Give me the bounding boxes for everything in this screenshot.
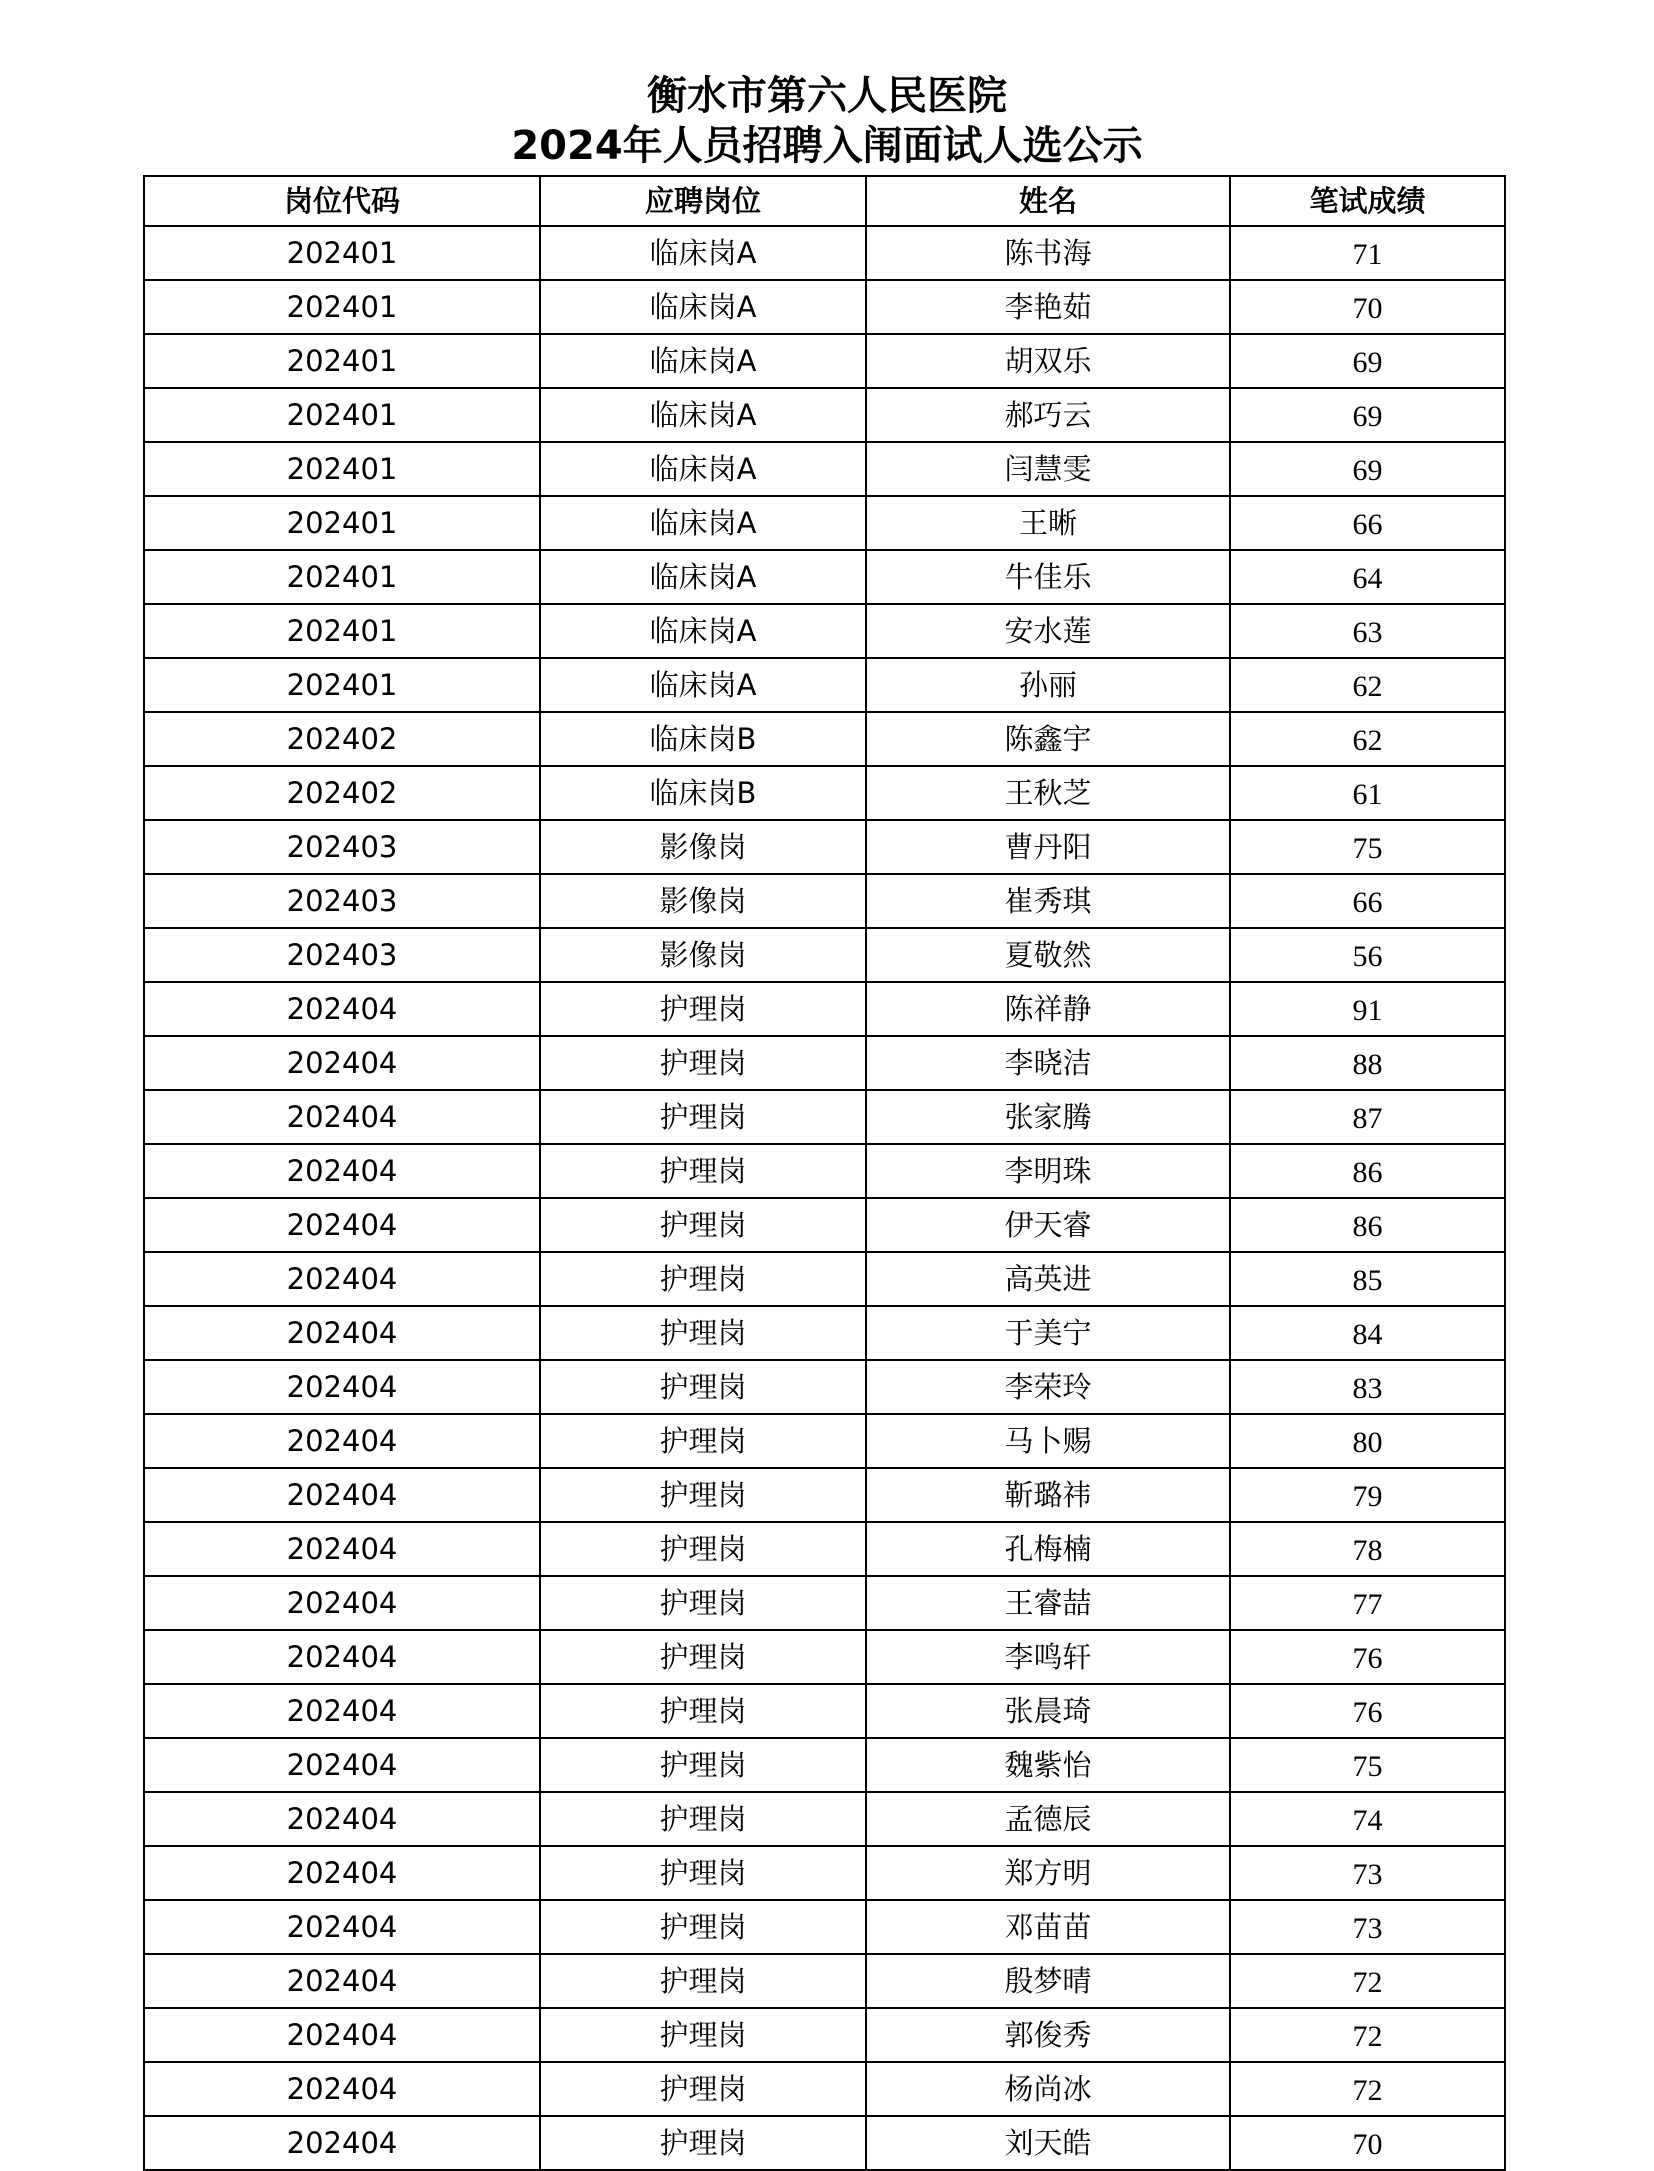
cell-position-code: 202402 — [144, 766, 540, 820]
table-row — [144, 1954, 1505, 2008]
table-row — [144, 226, 1505, 280]
cell-score: 63 — [1230, 604, 1505, 658]
cell-position-code: 202401 — [144, 496, 540, 550]
table-row — [144, 2062, 1505, 2116]
cell-position: 护理岗 — [540, 1360, 866, 1414]
cell-name: 安水莲 — [866, 604, 1230, 658]
cell-position: 护理岗 — [540, 1414, 866, 1468]
cell-position-code: 202404 — [144, 1036, 540, 1090]
document-title: 衡水市第六人民医院 — [647, 73, 1007, 119]
cell-name: 郭俊秀 — [866, 2008, 1230, 2062]
table-row — [144, 604, 1505, 658]
cell-score: 69 — [1230, 388, 1505, 442]
cell-position: 临床岗A — [540, 442, 866, 496]
cell-score: 56 — [1230, 928, 1505, 982]
table-row — [144, 1360, 1505, 1414]
cell-score: 75 — [1230, 820, 1505, 874]
cell-position: 护理岗 — [540, 1900, 866, 1954]
cell-position-code: 202404 — [144, 1522, 540, 1576]
table-row — [144, 2008, 1505, 2062]
cell-name: 郑方明 — [866, 1846, 1230, 1900]
cell-position-code: 202404 — [144, 1630, 540, 1684]
table-body — [144, 226, 1505, 2170]
table-row — [144, 1306, 1505, 1360]
cell-position-code: 202401 — [144, 550, 540, 604]
cell-score: 88 — [1230, 1036, 1505, 1090]
cell-score: 69 — [1230, 334, 1505, 388]
cell-position: 护理岗 — [540, 1306, 866, 1360]
cell-score: 66 — [1230, 496, 1505, 550]
cell-position-code: 202401 — [144, 388, 540, 442]
cell-position: 护理岗 — [540, 1792, 866, 1846]
cell-position: 临床岗A — [540, 334, 866, 388]
cell-score: 76 — [1230, 1684, 1505, 1738]
table-row — [144, 1684, 1505, 1738]
cell-position-code: 202404 — [144, 1954, 540, 2008]
cell-name: 刘天皓 — [866, 2116, 1230, 2170]
cell-score: 75 — [1230, 1738, 1505, 1792]
table-row — [144, 1576, 1505, 1630]
cell-position-code: 202404 — [144, 1468, 540, 1522]
cell-score: 72 — [1230, 1954, 1505, 2008]
cell-position-code: 202404 — [144, 1198, 540, 1252]
table-row — [144, 334, 1505, 388]
cell-position-code: 202401 — [144, 442, 540, 496]
cell-position: 护理岗 — [540, 1522, 866, 1576]
cell-position-code: 202401 — [144, 334, 540, 388]
table-row — [144, 820, 1505, 874]
cell-score: 71 — [1230, 226, 1505, 280]
cell-position-code: 202404 — [144, 2008, 540, 2062]
cell-position-code: 202404 — [144, 1144, 540, 1198]
table-row — [144, 1198, 1505, 1252]
cell-score: 78 — [1230, 1522, 1505, 1576]
cell-position-code: 202404 — [144, 982, 540, 1036]
table-row — [144, 1414, 1505, 1468]
table-row — [144, 1630, 1505, 1684]
cell-score: 69 — [1230, 442, 1505, 496]
cell-position-code: 202404 — [144, 1846, 540, 1900]
table-row — [144, 1792, 1505, 1846]
table-row — [144, 1036, 1505, 1090]
header-name: 姓名 — [866, 176, 1230, 226]
cell-position: 护理岗 — [540, 1252, 866, 1306]
table-row — [144, 766, 1505, 820]
cell-score: 64 — [1230, 550, 1505, 604]
cell-position: 临床岗A — [540, 604, 866, 658]
cell-score: 62 — [1230, 712, 1505, 766]
cell-position-code: 202404 — [144, 1792, 540, 1846]
cell-position: 临床岗B — [540, 712, 866, 766]
cell-position: 护理岗 — [540, 1036, 866, 1090]
cell-score: 76 — [1230, 1630, 1505, 1684]
table-row — [144, 1144, 1505, 1198]
cell-position: 临床岗A — [540, 658, 866, 712]
cell-name: 殷梦晴 — [866, 1954, 1230, 2008]
cell-name: 牛佳乐 — [866, 550, 1230, 604]
cell-name: 陈祥静 — [866, 982, 1230, 1036]
cell-position-code: 202404 — [144, 1684, 540, 1738]
cell-position-code: 202401 — [144, 280, 540, 334]
cell-name: 李晓洁 — [866, 1036, 1230, 1090]
cell-score: 70 — [1230, 280, 1505, 334]
cell-name: 李鸣轩 — [866, 1630, 1230, 1684]
cell-score: 61 — [1230, 766, 1505, 820]
table-row — [144, 442, 1505, 496]
cell-name: 于美宁 — [866, 1306, 1230, 1360]
cell-score: 85 — [1230, 1252, 1505, 1306]
table-row — [144, 280, 1505, 334]
cell-position: 护理岗 — [540, 2062, 866, 2116]
cell-position: 护理岗 — [540, 1090, 866, 1144]
cell-position: 护理岗 — [540, 1144, 866, 1198]
cell-name: 王秋芝 — [866, 766, 1230, 820]
cell-name: 李荣玲 — [866, 1360, 1230, 1414]
cell-score: 87 — [1230, 1090, 1505, 1144]
cell-score: 62 — [1230, 658, 1505, 712]
cell-score: 70 — [1230, 2116, 1505, 2170]
table-row — [144, 1252, 1505, 1306]
cell-name: 李艳茹 — [866, 280, 1230, 334]
cell-position-code: 202404 — [144, 1090, 540, 1144]
cell-position-code: 202404 — [144, 1360, 540, 1414]
table-row — [144, 874, 1505, 928]
cell-name: 王睿喆 — [866, 1576, 1230, 1630]
cell-position: 护理岗 — [540, 1198, 866, 1252]
cell-position: 临床岗B — [540, 766, 866, 820]
cell-position: 临床岗A — [540, 280, 866, 334]
cell-position: 护理岗 — [540, 2116, 866, 2170]
cell-position: 护理岗 — [540, 1954, 866, 2008]
cell-score: 72 — [1230, 2062, 1505, 2116]
table-row — [144, 2116, 1505, 2170]
table-row — [144, 1738, 1505, 1792]
header-position-code: 岗位代码 — [144, 176, 540, 226]
cell-position: 影像岗 — [540, 928, 866, 982]
cell-name: 曹丹阳 — [866, 820, 1230, 874]
header-position: 应聘岗位 — [540, 176, 866, 226]
cell-score: 83 — [1230, 1360, 1505, 1414]
table-row — [144, 1468, 1505, 1522]
cell-score: 84 — [1230, 1306, 1505, 1360]
table-row — [144, 982, 1505, 1036]
cell-position: 护理岗 — [540, 1846, 866, 1900]
table-row — [144, 1090, 1505, 1144]
cell-name: 陈书海 — [866, 226, 1230, 280]
table-row — [144, 388, 1505, 442]
cell-position-code: 202404 — [144, 1252, 540, 1306]
cell-score: 74 — [1230, 1792, 1505, 1846]
cell-score: 80 — [1230, 1414, 1505, 1468]
cell-name: 高英进 — [866, 1252, 1230, 1306]
header-score: 笔试成绩 — [1230, 176, 1505, 226]
cell-name: 张家腾 — [866, 1090, 1230, 1144]
table-row — [144, 928, 1505, 982]
cell-position: 护理岗 — [540, 2008, 866, 2062]
cell-score: 72 — [1230, 2008, 1505, 2062]
table-row — [144, 1522, 1505, 1576]
cell-score: 73 — [1230, 1846, 1505, 1900]
cell-name: 孔梅楠 — [866, 1522, 1230, 1576]
cell-position: 护理岗 — [540, 1468, 866, 1522]
table-row — [144, 496, 1505, 550]
cell-position-code: 202404 — [144, 2062, 540, 2116]
cell-name: 崔秀琪 — [866, 874, 1230, 928]
cell-name: 孟德辰 — [866, 1792, 1230, 1846]
cell-name: 李明珠 — [866, 1144, 1230, 1198]
candidate-table — [143, 175, 1506, 2171]
cell-position-code: 202404 — [144, 1306, 540, 1360]
table-row — [144, 1900, 1505, 1954]
cell-position-code: 202401 — [144, 658, 540, 712]
cell-position: 护理岗 — [540, 982, 866, 1036]
cell-name: 魏紫怡 — [866, 1738, 1230, 1792]
cell-name: 夏敬然 — [866, 928, 1230, 982]
cell-position-code: 202403 — [144, 874, 540, 928]
cell-score: 73 — [1230, 1900, 1505, 1954]
cell-name: 张晨琦 — [866, 1684, 1230, 1738]
cell-name: 伊天睿 — [866, 1198, 1230, 1252]
cell-score: 86 — [1230, 1144, 1505, 1198]
cell-name: 靳璐祎 — [866, 1468, 1230, 1522]
cell-name: 陈鑫宇 — [866, 712, 1230, 766]
cell-position-code: 202403 — [144, 928, 540, 982]
cell-name: 马卜赐 — [866, 1414, 1230, 1468]
cell-position: 临床岗A — [540, 388, 866, 442]
cell-name: 郝巧云 — [866, 388, 1230, 442]
document-subtitle: 2024年人员招聘入闱面试人选公示 — [511, 123, 1143, 169]
cell-position: 护理岗 — [540, 1576, 866, 1630]
table-row — [144, 550, 1505, 604]
cell-position-code: 202404 — [144, 1900, 540, 1954]
cell-position-code: 202404 — [144, 2116, 540, 2170]
cell-name: 邓苗苗 — [866, 1900, 1230, 1954]
cell-score: 91 — [1230, 982, 1505, 1036]
cell-position: 影像岗 — [540, 874, 866, 928]
cell-position: 护理岗 — [540, 1738, 866, 1792]
cell-position-code: 202402 — [144, 712, 540, 766]
cell-score: 79 — [1230, 1468, 1505, 1522]
cell-position: 临床岗A — [540, 226, 866, 280]
cell-position: 临床岗A — [540, 550, 866, 604]
cell-score: 77 — [1230, 1576, 1505, 1630]
cell-name: 闫慧雯 — [866, 442, 1230, 496]
cell-position: 护理岗 — [540, 1684, 866, 1738]
table-row — [144, 712, 1505, 766]
cell-position-code: 202403 — [144, 820, 540, 874]
cell-name: 杨尚冰 — [866, 2062, 1230, 2116]
cell-score: 66 — [1230, 874, 1505, 928]
table-row — [144, 1846, 1505, 1900]
cell-name: 胡双乐 — [866, 334, 1230, 388]
table-header-row — [144, 176, 1505, 226]
cell-score: 86 — [1230, 1198, 1505, 1252]
cell-name: 孙丽 — [866, 658, 1230, 712]
cell-position-code: 202404 — [144, 1414, 540, 1468]
cell-position: 护理岗 — [540, 1630, 866, 1684]
table-row — [144, 658, 1505, 712]
cell-position: 临床岗A — [540, 496, 866, 550]
cell-position-code: 202404 — [144, 1738, 540, 1792]
cell-position-code: 202401 — [144, 604, 540, 658]
cell-name: 王晰 — [866, 496, 1230, 550]
cell-position-code: 202401 — [144, 226, 540, 280]
cell-position: 影像岗 — [540, 820, 866, 874]
cell-position-code: 202404 — [144, 1576, 540, 1630]
